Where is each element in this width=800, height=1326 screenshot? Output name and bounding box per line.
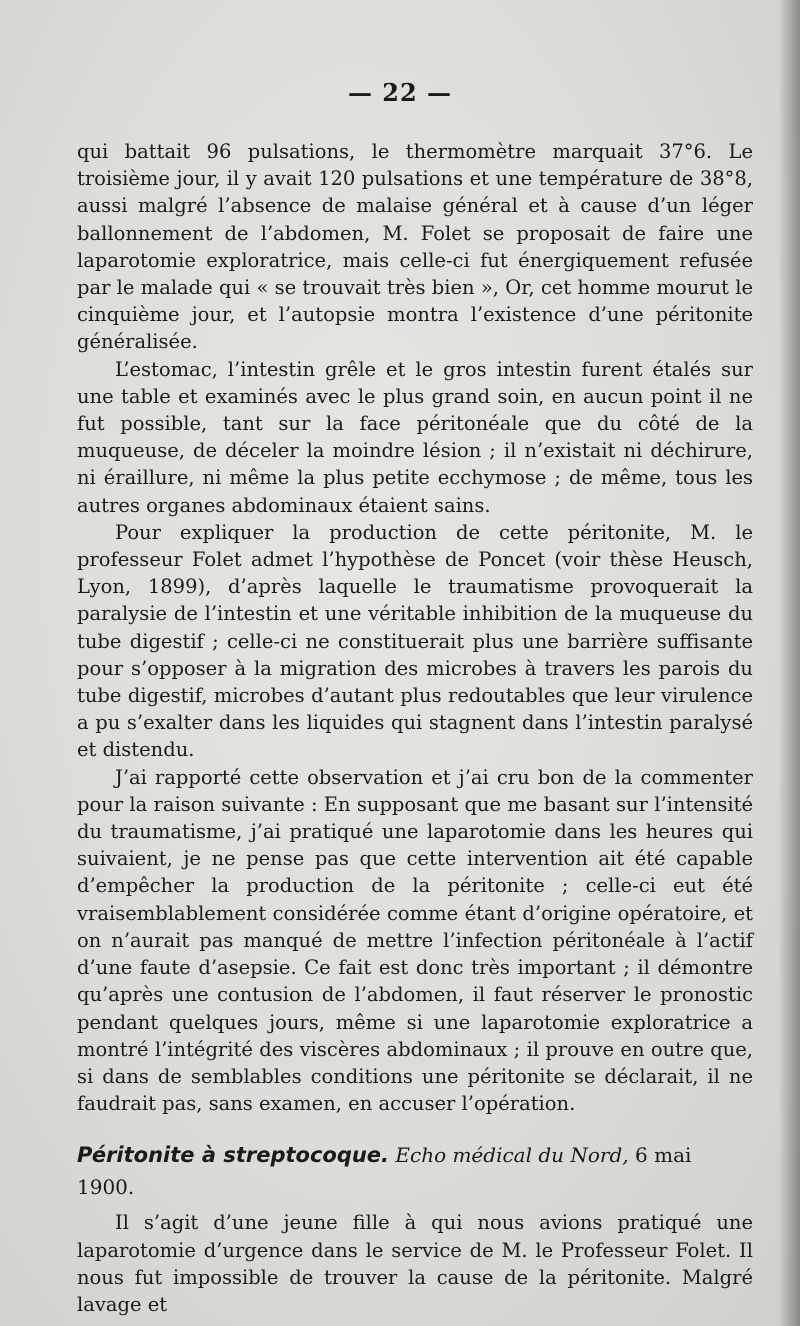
section-journal: Echo médical du Nord, (395, 1143, 629, 1168)
section-heading (77, 1139, 753, 1203)
page-number: — 22 — (347, 78, 453, 107)
paragraph-continuation: qui battait 96 pulsations, le thermomètre marquait 37°6. Le troisième jour, il y avait 120 pulsations et une température de 38°8, aussi malgré l’absence de malaise général et à cause d’un léger ballonnement de l’abdomen, M. Folet se proposait de faire une laparotomie exploratrice, mais celle-ci fut énergiquement refusée par le malade qui « se trouvait très bien », Or, cet homme mourut le cinquième jour, et l’autopsie montra l’existence d’une péritonite généralisée. (77, 140, 753, 354)
section-title: Péritonite à streptocoque. (77, 1143, 390, 1168)
paragraph-case: Il s’agit d’une jeune fille à qui nous avions pratiqué une laparotomie d’urgence dans le service de M. le Professeur Folet. Il nous fut impossible de trouver la cause de la péritonite. Malgré lavage et (77, 1211, 753, 1316)
section-date: 6 mai 1900. (77, 1143, 692, 1200)
paragraph-commentary: J’ai rapporté cette observation et j’ai cru bon de la commenter pour la raison suivante : En supposant que me basant sur l’intensité du traumatisme, j’ai pratiqué une laparotomie dans les heures qui suivaient, je ne pense pas que cette intervention ait été capable d’empêcher la production de la péritonite ; celle-ci eut été vraisemblablement considérée comme étant d’origine opératoire, et on n’aurait pas manqué de mettre l’infection péritonéale à l’actif d’une faute d’asepsie. Ce fait est donc très important ; il démontre qu’après une contusion de l’abdomen, il faut réserver le pronostic pendant quelques jours, même si une laparotomie exploratrice a montré l’intégrité des viscères abdominaux ; il prouve en outre que, si dans de semblables conditions une péritonite se déclarait, il ne faudrait pas, sans examen, en accuser l’opération. (77, 765, 753, 1116)
paragraph-autopsy: L’estomac, l’intestin grêle et le gros intestin furent étalés sur une table et examinés avec le plus grand soin, en aucun point il ne fut possible, tant sur la face péritonéale que du côté de la muqueuse, de déceler la moindre lésion ; il n’existait ni déchirure, ni éraillure, ni même la plus petite ecchymose ; de même, tous les autres organes abdominaux étaient sains. (77, 357, 753, 517)
body-text (77, 138, 753, 1318)
paragraph-hypothesis: Pour expliquer la production de cette péritonite, M. le professeur Folet admet l’hypothèse de Poncet (voir thèse Heusch, Lyon, 1899), d’après laquelle le traumatisme provoquerait la paralysie de l’intestin et une véritable inhibition de la muqueuse du tube digestif ; celle-ci ne constituerait plus une barrière suffisante pour s’opposer à la migration des microbes à travers les parois du tube digestif, microbes d’autant plus redoutables que leur virulence a pu s’exalter dans les liquides qui stagnent dans l’intestin paralysé et distendu. (77, 520, 753, 762)
